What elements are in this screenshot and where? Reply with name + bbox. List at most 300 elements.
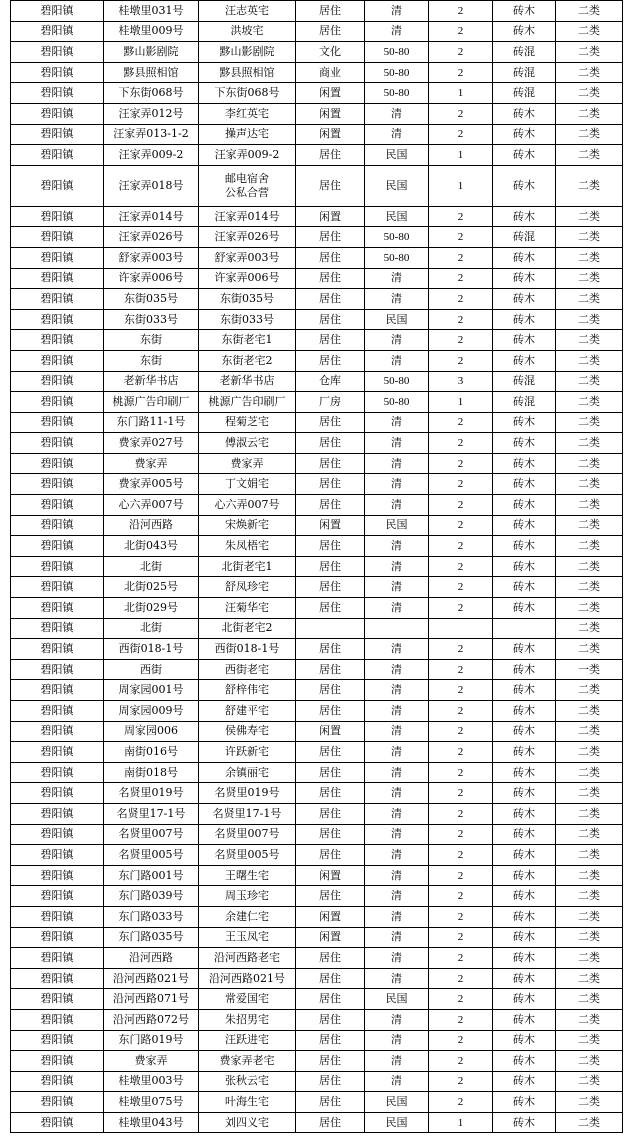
- town-cell: 碧阳镇: [11, 371, 104, 392]
- town-cell: 碧阳镇: [11, 1092, 104, 1113]
- category-cell: 二类: [556, 865, 623, 886]
- floors-cell: 2: [429, 927, 493, 948]
- era-cell: 清: [365, 824, 429, 845]
- floors-cell: 2: [429, 227, 493, 248]
- floors-cell: 2: [429, 453, 493, 474]
- name-cell: 李红英宅: [199, 103, 296, 124]
- floors-cell: [429, 618, 493, 639]
- town-cell: 碧阳镇: [11, 103, 104, 124]
- town-cell: 碧阳镇: [11, 556, 104, 577]
- use-cell: 居住: [296, 309, 365, 330]
- floors-cell: 2: [429, 577, 493, 598]
- floors-cell: 2: [429, 289, 493, 310]
- table-row: [11, 371, 623, 392]
- floors-cell: 2: [429, 1009, 493, 1030]
- category-cell: 一类: [556, 659, 623, 680]
- structure-cell: 砖木: [493, 577, 556, 598]
- floors-cell: 2: [429, 495, 493, 516]
- structure-cell: 砖木: [493, 165, 556, 206]
- category-cell: 二类: [556, 289, 623, 310]
- floors-cell: 2: [429, 247, 493, 268]
- structure-cell: 砖木: [493, 721, 556, 742]
- name-cell: 黟山影剧院: [199, 42, 296, 63]
- address-cell: 东街035号: [104, 289, 199, 310]
- name-cell: 北街老宅2: [199, 618, 296, 639]
- table-row: [11, 1092, 623, 1113]
- era-cell: 清: [365, 433, 429, 454]
- address-cell: 东门路001号: [104, 865, 199, 886]
- era-cell: 50-80: [365, 392, 429, 413]
- table-row: [11, 721, 623, 742]
- table-row: [11, 309, 623, 330]
- town-cell: 碧阳镇: [11, 762, 104, 783]
- address-cell: 桂墩里075号: [104, 1092, 199, 1113]
- address-cell: 北街: [104, 556, 199, 577]
- floors-cell: 2: [429, 906, 493, 927]
- floors-cell: 2: [429, 639, 493, 660]
- category-cell: 二类: [556, 1, 623, 22]
- name-cell: 许跃新宅: [199, 742, 296, 763]
- town-cell: 碧阳镇: [11, 886, 104, 907]
- category-cell: 二类: [556, 515, 623, 536]
- use-cell: [296, 618, 365, 639]
- name-cell: 朱招男宅: [199, 1009, 296, 1030]
- floors-cell: 2: [429, 21, 493, 42]
- category-cell: 二类: [556, 845, 623, 866]
- table-row: [11, 1071, 623, 1092]
- era-cell: 清: [365, 598, 429, 619]
- table-row: [11, 968, 623, 989]
- category-cell: 二类: [556, 268, 623, 289]
- category-cell: 二类: [556, 989, 623, 1010]
- address-cell: 费家弄: [104, 453, 199, 474]
- era-cell: 清: [365, 865, 429, 886]
- category-cell: 二类: [556, 598, 623, 619]
- category-cell: 二类: [556, 680, 623, 701]
- table-row: [11, 948, 623, 969]
- name-cell: 西街018-1号: [199, 639, 296, 660]
- era-cell: 清: [365, 742, 429, 763]
- address-cell: 沿河西路: [104, 515, 199, 536]
- floors-cell: 2: [429, 124, 493, 145]
- name-cell: 汪菊华宅: [199, 598, 296, 619]
- use-cell: 居住: [296, 742, 365, 763]
- floors-cell: 2: [429, 268, 493, 289]
- category-cell: 二类: [556, 948, 623, 969]
- category-cell: 二类: [556, 330, 623, 351]
- town-cell: 碧阳镇: [11, 453, 104, 474]
- name-cell: 余镇丽宅: [199, 762, 296, 783]
- town-cell: 碧阳镇: [11, 721, 104, 742]
- name-cell: 汪志英宅: [199, 1, 296, 22]
- category-cell: 二类: [556, 62, 623, 83]
- era-cell: 50-80: [365, 227, 429, 248]
- town-cell: 碧阳镇: [11, 1112, 104, 1133]
- category-cell: 二类: [556, 42, 623, 63]
- structure-cell: 砖木: [493, 350, 556, 371]
- structure-cell: 砖木: [493, 865, 556, 886]
- address-cell: 心六弄007号: [104, 495, 199, 516]
- floors-cell: 1: [429, 83, 493, 104]
- use-cell: 闲置: [296, 721, 365, 742]
- table-row: [11, 598, 623, 619]
- use-cell: 居住: [296, 1112, 365, 1133]
- address-cell: 名贤里005号: [104, 845, 199, 866]
- address-cell: 桂墩里043号: [104, 1112, 199, 1133]
- floors-cell: 2: [429, 824, 493, 845]
- era-cell: 民国: [365, 165, 429, 206]
- structure-cell: 砖木: [493, 1051, 556, 1072]
- structure-cell: 砖木: [493, 1009, 556, 1030]
- town-cell: 碧阳镇: [11, 989, 104, 1010]
- name-cell: 沿河西路老宅: [199, 948, 296, 969]
- town-cell: 碧阳镇: [11, 227, 104, 248]
- use-cell: 居住: [296, 845, 365, 866]
- era-cell: 清: [365, 968, 429, 989]
- structure-cell: 砖木: [493, 927, 556, 948]
- table-row: [11, 618, 623, 639]
- town-cell: 碧阳镇: [11, 865, 104, 886]
- name-cell: 名贤里019号: [199, 783, 296, 804]
- town-cell: 碧阳镇: [11, 927, 104, 948]
- name-cell: 侯佛寿宅: [199, 721, 296, 742]
- floors-cell: 2: [429, 62, 493, 83]
- name-cell: 宋焕新宅: [199, 515, 296, 536]
- town-cell: 碧阳镇: [11, 62, 104, 83]
- era-cell: 清: [365, 124, 429, 145]
- structure-cell: 砖木: [493, 989, 556, 1010]
- use-cell: 居住: [296, 577, 365, 598]
- table-row: [11, 680, 623, 701]
- town-cell: 碧阳镇: [11, 906, 104, 927]
- table-row: [11, 83, 623, 104]
- use-cell: 居住: [296, 701, 365, 722]
- town-cell: 碧阳镇: [11, 536, 104, 557]
- floors-cell: 2: [429, 701, 493, 722]
- address-cell: 汪家弄018号: [104, 165, 199, 206]
- use-cell: 居住: [296, 433, 365, 454]
- use-cell: 居住: [296, 495, 365, 516]
- floors-cell: 1: [429, 145, 493, 166]
- use-cell: 居住: [296, 1009, 365, 1030]
- category-cell: 二类: [556, 639, 623, 660]
- town-cell: 碧阳镇: [11, 515, 104, 536]
- floors-cell: 2: [429, 1051, 493, 1072]
- address-cell: 周家园009号: [104, 701, 199, 722]
- floors-cell: 2: [429, 433, 493, 454]
- floors-cell: 2: [429, 1092, 493, 1113]
- address-cell: 东街: [104, 330, 199, 351]
- table-row: [11, 886, 623, 907]
- era-cell: 清: [365, 762, 429, 783]
- structure-cell: 砖木: [493, 701, 556, 722]
- address-cell: 沿河西路: [104, 948, 199, 969]
- address-cell: 北街025号: [104, 577, 199, 598]
- address-cell: 黟县照相馆: [104, 62, 199, 83]
- floors-cell: 2: [429, 803, 493, 824]
- era-cell: 民国: [365, 1092, 429, 1113]
- name-cell: 名贤里007号: [199, 824, 296, 845]
- era-cell: 50-80: [365, 247, 429, 268]
- category-cell: 二类: [556, 536, 623, 557]
- category-cell: 二类: [556, 742, 623, 763]
- category-cell: 二类: [556, 83, 623, 104]
- floors-cell: 1: [429, 165, 493, 206]
- town-cell: 碧阳镇: [11, 577, 104, 598]
- category-cell: 二类: [556, 803, 623, 824]
- use-cell: 居住: [296, 330, 365, 351]
- era-cell: 清: [365, 289, 429, 310]
- era-cell: 清: [365, 680, 429, 701]
- floors-cell: 2: [429, 42, 493, 63]
- era-cell: 清: [365, 1, 429, 22]
- address-cell: 北街: [104, 618, 199, 639]
- town-cell: 碧阳镇: [11, 145, 104, 166]
- use-cell: 闲置: [296, 83, 365, 104]
- structure-cell: 砖木: [493, 762, 556, 783]
- structure-cell: 砖木: [493, 906, 556, 927]
- era-cell: 清: [365, 845, 429, 866]
- use-cell: 居住: [296, 948, 365, 969]
- structure-cell: 砖木: [493, 824, 556, 845]
- name-cell: 刘四义宅: [199, 1112, 296, 1133]
- structure-cell: 砖木: [493, 948, 556, 969]
- town-cell: 碧阳镇: [11, 824, 104, 845]
- table-row: [11, 762, 623, 783]
- use-cell: 居住: [296, 474, 365, 495]
- town-cell: 碧阳镇: [11, 845, 104, 866]
- category-cell: 二类: [556, 1092, 623, 1113]
- address-cell: 名贤里007号: [104, 824, 199, 845]
- era-cell: 清: [365, 1071, 429, 1092]
- use-cell: 闲置: [296, 103, 365, 124]
- category-cell: 二类: [556, 165, 623, 206]
- town-cell: 碧阳镇: [11, 1030, 104, 1051]
- table-row: [11, 1051, 623, 1072]
- floors-cell: 2: [429, 103, 493, 124]
- category-cell: 二类: [556, 145, 623, 166]
- name-cell: 汪家弄026号: [199, 227, 296, 248]
- use-cell: 居住: [296, 659, 365, 680]
- category-cell: 二类: [556, 350, 623, 371]
- floors-cell: 2: [429, 845, 493, 866]
- era-cell: 民国: [365, 309, 429, 330]
- structure-cell: 砖木: [493, 453, 556, 474]
- address-cell: 东街033号: [104, 309, 199, 330]
- structure-cell: 砖木: [493, 474, 556, 495]
- category-cell: 二类: [556, 1030, 623, 1051]
- use-cell: 居住: [296, 412, 365, 433]
- address-cell: 汪家弄014号: [104, 206, 199, 227]
- category-cell: 二类: [556, 21, 623, 42]
- town-cell: 碧阳镇: [11, 83, 104, 104]
- era-cell: 清: [365, 886, 429, 907]
- name-cell: 王曙生宅: [199, 865, 296, 886]
- use-cell: 居住: [296, 453, 365, 474]
- structure-cell: 砖木: [493, 103, 556, 124]
- era-cell: 清: [365, 639, 429, 660]
- structure-cell: 砖木: [493, 1092, 556, 1113]
- use-cell: 居住: [296, 350, 365, 371]
- structure-cell: 砖混: [493, 392, 556, 413]
- floors-cell: 2: [429, 330, 493, 351]
- name-cell: 舒凤珍宅: [199, 577, 296, 598]
- floors-cell: 2: [429, 742, 493, 763]
- era-cell: 民国: [365, 1112, 429, 1133]
- category-cell: 二类: [556, 495, 623, 516]
- floors-cell: 2: [429, 783, 493, 804]
- use-cell: 居住: [296, 289, 365, 310]
- use-cell: 居住: [296, 989, 365, 1010]
- table-row: [11, 783, 623, 804]
- use-cell: 居住: [296, 536, 365, 557]
- name-cell: 北街老宅1: [199, 556, 296, 577]
- name-cell: 名贤里17-1号: [199, 803, 296, 824]
- floors-cell: 2: [429, 350, 493, 371]
- address-cell: 沿河西路021号: [104, 968, 199, 989]
- structure-cell: 砖木: [493, 1030, 556, 1051]
- structure-cell: [493, 618, 556, 639]
- name-cell: 叶海生宅: [199, 1092, 296, 1113]
- address-cell: 名贤里17-1号: [104, 803, 199, 824]
- table-row: [11, 865, 623, 886]
- building-survey-table: [10, 0, 623, 1133]
- address-cell: 东门路039号: [104, 886, 199, 907]
- era-cell: 清: [365, 721, 429, 742]
- structure-cell: 砖混: [493, 371, 556, 392]
- floors-cell: 2: [429, 968, 493, 989]
- address-cell: 桂墩里031号: [104, 1, 199, 22]
- name-cell: 程菊芝宅: [199, 412, 296, 433]
- era-cell: 清: [365, 1009, 429, 1030]
- use-cell: 居住: [296, 145, 365, 166]
- town-cell: 碧阳镇: [11, 803, 104, 824]
- use-cell: 居住: [296, 803, 365, 824]
- name-cell: 周玉珍宅: [199, 886, 296, 907]
- name-cell: 心六弄007号: [199, 495, 296, 516]
- name-cell: 邮电宿舍 公私合营: [199, 165, 296, 206]
- structure-cell: 砖混: [493, 62, 556, 83]
- town-cell: 碧阳镇: [11, 1009, 104, 1030]
- structure-cell: 砖混: [493, 42, 556, 63]
- category-cell: 二类: [556, 124, 623, 145]
- table-body: [11, 1, 623, 1133]
- address-cell: 东门路11-1号: [104, 412, 199, 433]
- table-row: [11, 1009, 623, 1030]
- era-cell: 清: [365, 330, 429, 351]
- table-row: [11, 206, 623, 227]
- floors-cell: 2: [429, 1, 493, 22]
- era-cell: 50-80: [365, 83, 429, 104]
- name-cell: 东街老宅1: [199, 330, 296, 351]
- era-cell: 50-80: [365, 62, 429, 83]
- table-row: [11, 824, 623, 845]
- structure-cell: 砖木: [493, 968, 556, 989]
- name-cell: 汪家弄014号: [199, 206, 296, 227]
- structure-cell: 砖木: [493, 536, 556, 557]
- name-cell: 王玉凤宅: [199, 927, 296, 948]
- category-cell: 二类: [556, 886, 623, 907]
- structure-cell: 砖木: [493, 433, 556, 454]
- name-cell: 老新华书店: [199, 371, 296, 392]
- structure-cell: 砖木: [493, 1, 556, 22]
- table-row: [11, 556, 623, 577]
- address-cell: 汪家弄009-2: [104, 145, 199, 166]
- use-cell: 居住: [296, 762, 365, 783]
- era-cell: 民国: [365, 989, 429, 1010]
- category-cell: 二类: [556, 247, 623, 268]
- table-row: [11, 124, 623, 145]
- table-row: [11, 21, 623, 42]
- structure-cell: 砖木: [493, 886, 556, 907]
- category-cell: 二类: [556, 412, 623, 433]
- name-cell: 东街033号: [199, 309, 296, 330]
- use-cell: 居住: [296, 680, 365, 701]
- era-cell: [365, 618, 429, 639]
- address-cell: 黟山影剧院: [104, 42, 199, 63]
- address-cell: 汪家弄012号: [104, 103, 199, 124]
- name-cell: 汪家弄009-2: [199, 145, 296, 166]
- structure-cell: 砖木: [493, 145, 556, 166]
- floors-cell: 2: [429, 680, 493, 701]
- address-cell: 东门路019号: [104, 1030, 199, 1051]
- category-cell: 二类: [556, 927, 623, 948]
- use-cell: 仓库: [296, 371, 365, 392]
- name-cell: 洪坡宅: [199, 21, 296, 42]
- use-cell: 居住: [296, 247, 365, 268]
- structure-cell: 砖木: [493, 639, 556, 660]
- address-cell: 沿河西路072号: [104, 1009, 199, 1030]
- era-cell: 清: [365, 103, 429, 124]
- table-row: [11, 639, 623, 660]
- name-cell: 傅淑云宅: [199, 433, 296, 454]
- table-row: [11, 247, 623, 268]
- category-cell: 二类: [556, 1051, 623, 1072]
- table-row: [11, 433, 623, 454]
- address-cell: 北街029号: [104, 598, 199, 619]
- table-row: [11, 927, 623, 948]
- use-cell: 商业: [296, 62, 365, 83]
- category-cell: 二类: [556, 618, 623, 639]
- table-row: [11, 474, 623, 495]
- address-cell: 费家弄: [104, 1051, 199, 1072]
- era-cell: 清: [365, 803, 429, 824]
- use-cell: 居住: [296, 556, 365, 577]
- era-cell: 50-80: [365, 371, 429, 392]
- era-cell: 清: [365, 21, 429, 42]
- name-cell: 操声达宅: [199, 124, 296, 145]
- use-cell: 居住: [296, 165, 365, 206]
- name-cell: 沿河西路021号: [199, 968, 296, 989]
- structure-cell: 砖木: [493, 289, 556, 310]
- name-cell: 许家弄006号: [199, 268, 296, 289]
- town-cell: 碧阳镇: [11, 21, 104, 42]
- era-cell: 民国: [365, 515, 429, 536]
- floors-cell: 2: [429, 556, 493, 577]
- structure-cell: 砖木: [493, 845, 556, 866]
- town-cell: 碧阳镇: [11, 1, 104, 22]
- era-cell: 清: [365, 495, 429, 516]
- address-cell: 名贤里019号: [104, 783, 199, 804]
- floors-cell: 2: [429, 206, 493, 227]
- use-cell: 文化: [296, 42, 365, 63]
- name-cell: 西街老宅: [199, 659, 296, 680]
- table-row: [11, 453, 623, 474]
- town-cell: 碧阳镇: [11, 968, 104, 989]
- era-cell: 清: [365, 1030, 429, 1051]
- use-cell: 居住: [296, 598, 365, 619]
- name-cell: 黟县照相馆: [199, 62, 296, 83]
